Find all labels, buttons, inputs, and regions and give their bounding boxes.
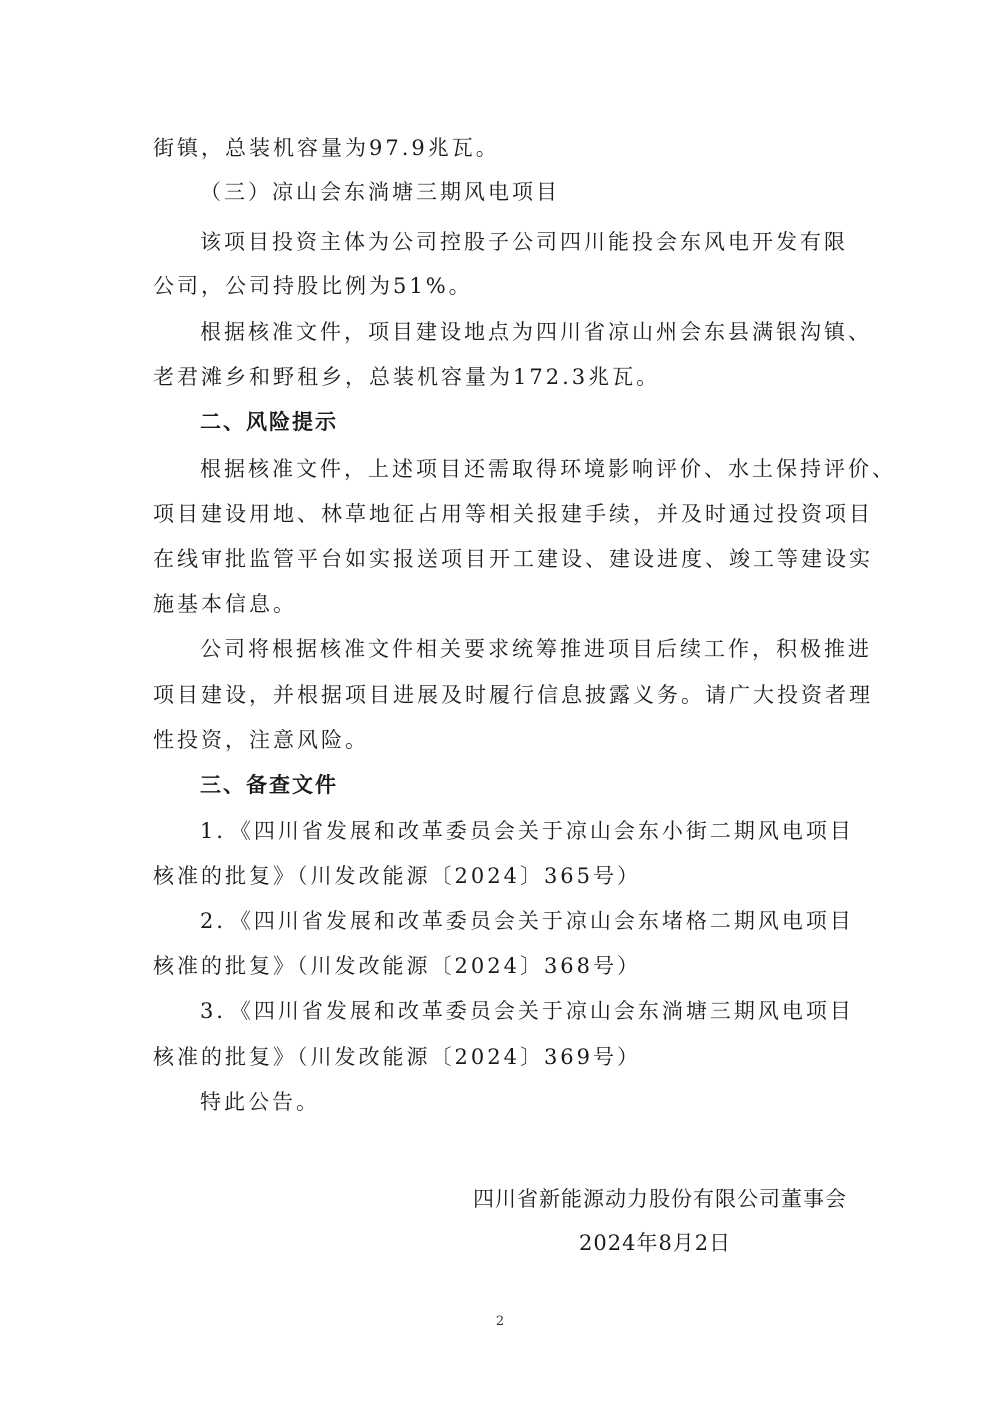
subsection-heading: （三）凉山会东淌塘三期风电项目 xyxy=(200,180,560,204)
paragraph-line: 该项目投资主体为公司控股子公司四川能投会东风电开发有限 xyxy=(200,230,848,254)
paragraph-line: 施基本信息。 xyxy=(153,592,297,616)
paragraph-line: 公司将根据核准文件相关要求统筹推进项目后续工作，积极推进 xyxy=(200,637,872,661)
reference-item: 2．《四川省发展和改革委员会关于凉山会东堵格二期风电项目 xyxy=(200,909,854,933)
paragraph-line: 根据核准文件，上述项目还需取得环境影响评价、水土保持评价、 xyxy=(200,457,896,481)
reference-item-continued: 核准的批复》（川发改能源〔2024〕365号） xyxy=(153,864,642,888)
reference-item: 3．《四川省发展和改革委员会关于凉山会东淌塘三期风电项目 xyxy=(200,999,854,1023)
reference-item: 1．《四川省发展和改革委员会关于凉山会东小街二期风电项目 xyxy=(200,819,854,843)
paragraph-line: 在线审批监管平台如实报送项目开工建设、建设进度、竣工等建设实 xyxy=(153,547,873,571)
paragraph-line: 根据核准文件，项目建设地点为四川省凉山州会东县满银沟镇、 xyxy=(200,320,872,344)
paragraph-line: 项目建设用地、林草地征占用等相关报建手续，并及时通过投资项目 xyxy=(153,502,873,526)
paragraph-line: 项目建设，并根据项目进展及时履行信息披露义务。请广大投资者理 xyxy=(153,683,873,707)
section-heading-documents: 三、备查文件 xyxy=(200,773,338,797)
paragraph-line: 街镇，总装机容量为97.9兆瓦。 xyxy=(153,136,500,160)
page-number: 2 xyxy=(495,1314,505,1329)
section-heading-risk: 二、风险提示 xyxy=(200,410,338,434)
paragraph-line: 老君滩乡和野租乡，总装机容量为172.3兆瓦。 xyxy=(153,365,661,389)
signature-date: 2024年8月2日 xyxy=(579,1231,732,1255)
reference-item-continued: 核准的批复》（川发改能源〔2024〕368号） xyxy=(153,954,642,978)
signature-company: 四川省新能源动力股份有限公司董事会 xyxy=(473,1187,847,1211)
paragraph-line: 性投资，注意风险。 xyxy=(153,728,369,752)
paragraph-line: 公司，公司持股比例为51%。 xyxy=(153,274,473,298)
reference-item-continued: 核准的批复》（川发改能源〔2024〕369号） xyxy=(153,1045,642,1069)
closing-statement: 特此公告。 xyxy=(200,1090,320,1114)
